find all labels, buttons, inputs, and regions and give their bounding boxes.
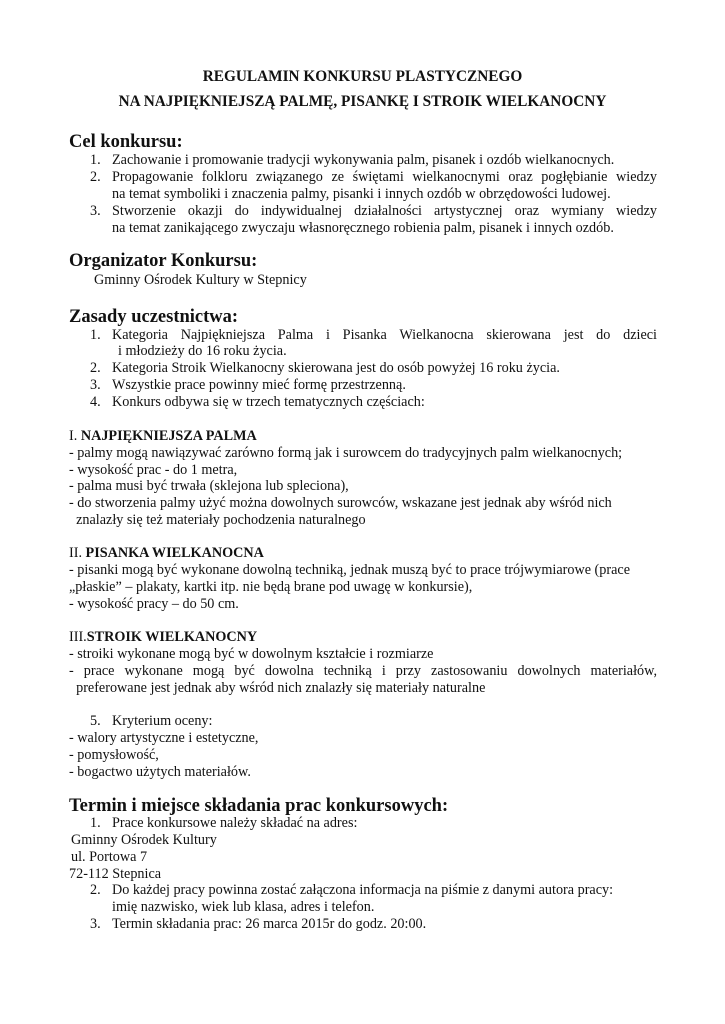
section-heading-cel: Cel konkursu:: [69, 132, 183, 152]
cel-item-2-number: 2.: [90, 169, 101, 185]
palma-line-2: - wysokość prac - do 1 metra,: [69, 462, 238, 478]
stroik-line-2: - prace wykonane mogą być dowolna techniką i przy zastosowaniu dowolnych materiałów,: [69, 663, 657, 679]
zasady-item-1-line-2: i młodzieży do 16 roku życia.: [118, 343, 287, 359]
stroik-title: STROIK WIELKANOCNY: [86, 629, 258, 645]
zasady-item-4-line-1: Konkurs odbywa się w trzech tematycznych częściach:: [112, 394, 425, 410]
palma-line-1: - palmy mogą nawiązywać zarówno formą jak i surowcem do tradycyjnych palm wielkanocnych;: [69, 445, 623, 461]
termin-item-2-line-1: Do każdej pracy powinna zostać załączona informacja na piśmie z danymi autora pracy:: [112, 882, 614, 898]
cel-item-1-number: 1.: [90, 152, 101, 168]
palma-line-5: znalazły się też materiały pochodzenia naturalnego: [69, 512, 366, 528]
kryterium-number: 5.: [90, 713, 101, 729]
stroik-subheading: [69, 629, 257, 646]
zasady-item-3-number: 3.: [90, 377, 101, 393]
termin-item-2-number: 2.: [90, 882, 101, 898]
section-heading-organizator: Organizator Konkursu:: [69, 251, 258, 271]
kryterium-label: Kryterium oceny:: [112, 713, 213, 729]
termin-item-2-line-2: imię nazwisko, wiek lub klasa, adres i telefon.: [112, 899, 375, 915]
zasady-item-3-line-1: Wszystkie prace powinny mieć formę przestrzenną.: [112, 377, 406, 393]
pisanka-line-3: - wysokość pracy – do 50 cm.: [69, 596, 239, 612]
pisanka-subheading: [69, 545, 264, 562]
kryterium-line-1: - walory artystyczne i estetyczne,: [69, 730, 259, 746]
address-line-3: 72-112 Stepnica: [69, 866, 162, 882]
palma-line-3: - palma musi być trwała (sklejona lub spleciona),: [69, 478, 349, 494]
termin-item-3-number: 3.: [90, 916, 101, 932]
kryterium-line-2: - pomysłowość,: [69, 747, 159, 763]
organizator-name: Gminny Ośrodek Kultury w Stepnicy: [94, 272, 307, 288]
palma-prefix: I.: [69, 428, 81, 444]
cel-item-2-line-1: Propagowanie folkloru związanego ze świętami wielkanocnymi oraz pogłębianie wiedzy: [112, 169, 657, 185]
palma-title: NAJPIĘKNIEJSZA PALMA: [80, 428, 257, 444]
palma-subheading: [69, 428, 257, 445]
address-line-2: ul. Portowa 7: [71, 849, 148, 865]
zasady-item-2-number: 2.: [90, 360, 101, 376]
pisanka-line-1: - pisanki mogą być wykonane dowolną techniką, jednak muszą być to prace trójwymiarowe (prace: [69, 562, 630, 578]
stroik-line-3: preferowane jest jednak aby wśród nich znalazły się materiały naturalne: [69, 680, 486, 696]
pisanka-title: PISANKA WIELKANOCNA: [85, 545, 264, 561]
zasady-item-2-line-1: Kategoria Stroik Wielkanocny skierowana jest do osób powyżej 16 roku życia.: [112, 360, 560, 376]
stroik-prefix: III.: [69, 629, 87, 645]
termin-item-1-number: 1.: [90, 815, 101, 831]
pisanka-line-2: „płaskie” – plakaty, kartki itp. nie będą brane pod uwagę w konkursie),: [69, 579, 473, 595]
section-heading-zasady: Zasady uczestnictwa:: [69, 307, 239, 327]
title-line-1: REGULAMIN KONKURSU PLASTYCZNEGO: [202, 68, 523, 85]
pisanka-prefix: II.: [69, 545, 86, 561]
kryterium-line-3: - bogactwo użytych materiałów.: [69, 764, 251, 780]
palma-line-4: - do stworzenia palmy użyć można dowolnych surowców, wskazane jest jednak aby wśród nich: [69, 495, 612, 511]
cel-item-1-line-1: Zachowanie i promowanie tradycji wykonywania palm, pisanek i ozdób wielkanocnych.: [112, 152, 615, 168]
zasady-item-4-number: 4.: [90, 394, 101, 410]
section-heading-termin: Termin i miejsce składania prac konkursowych:: [69, 796, 449, 816]
title-line-2: NA NAJPIĘKNIEJSZĄ PALMĘ, PISANKĘ I STROIK WIELKANOCNY: [118, 93, 607, 110]
zasady-item-1-line-1: Kategoria Najpiękniejsza Palma i Pisanka Wielkanocna skierowana jest do dzieci: [112, 327, 657, 343]
stroik-line-1: - stroiki wykonane mogą być w dowolnym kształcie i rozmiarze: [69, 646, 434, 662]
cel-item-3-line-1: Stworzenie okazji do indywidualnej działalności artystycznej oraz wymiany wiedzy: [112, 203, 657, 219]
termin-item-3-text: Termin składania prac: 26 marca 2015r do godz. 20:00.: [112, 916, 427, 932]
cel-item-2-line-2: na temat symboliki i znaczenia palmy, pisanki i innych ozdób w obrzędowości ludowej.: [112, 186, 611, 202]
cel-item-3-line-2: na temat zanikającego zwyczaju własnoręcznego robienia palm, pisanek i innych ozdób.: [112, 220, 614, 236]
address-line-1: Gminny Ośrodek Kultury: [71, 832, 217, 848]
termin-item-1-text: Prace konkursowe należy składać na adres:: [112, 815, 358, 831]
zasady-item-1-number: 1.: [90, 327, 101, 343]
cel-item-3-number: 3.: [90, 203, 101, 219]
